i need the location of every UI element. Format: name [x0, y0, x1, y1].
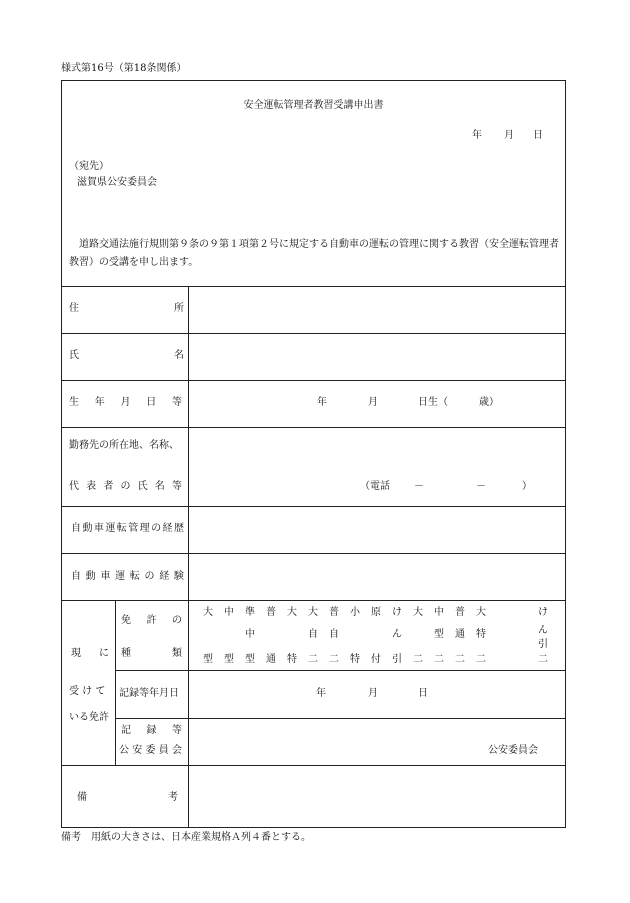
license-type-char: ん — [392, 629, 402, 640]
date-year-label: 年 — [472, 130, 482, 141]
drive-experience-label: 自 動 車 運 転 の 経 験 — [71, 571, 184, 582]
birth-label: 生 年 月 日 等 — [69, 397, 182, 408]
license-type-char: 小 — [350, 607, 360, 618]
workplace-label-line2: 代 表 者 の 氏 名 等 — [69, 481, 182, 492]
record-date-label: 記録等年月日 — [119, 688, 179, 699]
license-type-char: 自 — [329, 629, 339, 640]
current-license-label-line2: 受 け て — [69, 686, 106, 697]
license-type-char: 大 — [413, 607, 423, 618]
license-type-char: 型 — [434, 629, 444, 640]
phone-label: （電話 — [360, 481, 390, 492]
record-year-label: 年 — [316, 688, 326, 699]
birth-year-label: 年 — [317, 397, 327, 408]
license-type-char: 二 — [329, 654, 339, 665]
drive-experience-field[interactable] — [190, 555, 564, 599]
body-text-line2: 教習）の受講を申し出ます。 — [69, 257, 199, 268]
form-number: 様式第16号（第18条関係） — [61, 63, 187, 74]
license-type-char: 大 — [203, 607, 213, 618]
license-type-char: 準 — [245, 607, 255, 618]
addressee: 滋賀県公安委員会 — [77, 177, 157, 188]
phone-dash: － — [476, 481, 486, 492]
license-type-char: 二 — [413, 654, 423, 665]
address-field[interactable] — [190, 288, 564, 332]
license-type-char: 中 — [224, 607, 234, 618]
row-divider — [115, 718, 566, 719]
footer-note: 備考 用紙の大きさは、日本産業規格Ａ列４番とする。 — [61, 832, 311, 843]
license-type-char: ん引 — [538, 625, 548, 650]
mgmt-history-label: 自 動 車 運 転 管 理 の 経 歴 — [71, 523, 184, 534]
row-divider — [61, 380, 566, 381]
phone-close: ） — [522, 481, 532, 492]
record-day-label: 日 — [418, 688, 428, 699]
phone-dash: － — [414, 481, 424, 492]
age-label: 歳） — [479, 397, 499, 408]
column-divider — [188, 286, 189, 827]
license-type-char: 特 — [287, 654, 297, 665]
license-type-char: 普 — [455, 607, 465, 618]
row-divider — [61, 553, 566, 554]
license-type-char: 大 — [308, 607, 318, 618]
remarks-label: 備 考 — [77, 792, 178, 803]
birth-month-label: 月 — [368, 397, 378, 408]
row-divider — [61, 286, 566, 287]
record-month-label: 月 — [368, 688, 378, 699]
license-type-char: け — [392, 607, 402, 618]
license-type-char: 型 — [203, 654, 213, 665]
birth-day-label: 日生（ — [418, 397, 448, 408]
remarks-field[interactable] — [190, 767, 564, 825]
row-divider — [61, 506, 566, 507]
license-type-char: 特 — [476, 629, 486, 640]
row-divider — [61, 765, 566, 766]
license-type-char: 引 — [392, 654, 402, 665]
date-day-label: 日 — [533, 130, 543, 141]
license-type-char: け — [538, 607, 548, 618]
license-type-char: 型 — [224, 654, 234, 665]
license-type-char: 二 — [434, 654, 444, 665]
license-type-char: 二 — [538, 654, 548, 665]
name-field[interactable] — [190, 335, 564, 379]
license-type-char: 特 — [350, 654, 360, 665]
row-divider — [115, 670, 566, 671]
workplace-label-line1: 勤務先の所在地、名称、 — [69, 440, 179, 451]
license-type-label-line2: 種 類 — [121, 648, 182, 659]
name-label: 氏 名 — [69, 350, 184, 361]
license-type-char: 型 — [245, 654, 255, 665]
license-type-char: 自 — [308, 629, 318, 640]
record-commission-label-line1: 記 録 等 — [121, 725, 182, 736]
license-type-char: 付 — [371, 654, 381, 665]
record-commission-value: 公安委員会 — [488, 745, 538, 756]
current-license-label-line3: いる免許 — [69, 712, 109, 723]
current-license-label-line1: 現 に — [71, 648, 109, 659]
license-type-char: 大 — [476, 607, 486, 618]
license-type-char: 中 — [245, 629, 255, 640]
license-type-char: 普 — [329, 607, 339, 618]
row-divider — [61, 600, 566, 601]
addressee-label: （宛先） — [69, 161, 109, 172]
column-divider — [115, 600, 116, 765]
date-month-label: 月 — [504, 130, 514, 141]
application-form — [61, 80, 566, 828]
mgmt-history-field[interactable] — [190, 508, 564, 552]
body-text-line1: 道路交通法施行規則第９条の９第１項第２号に規定する自動車の運転の管理に関する教習（安全運転管理者 — [79, 239, 559, 250]
license-type-char: 二 — [455, 654, 465, 665]
license-type-label-line1: 免 許 の — [121, 615, 182, 626]
address-label: 住 所 — [69, 303, 184, 314]
license-type-char: 二 — [308, 654, 318, 665]
license-type-char: 普 — [266, 607, 276, 618]
license-type-char: 通 — [455, 629, 465, 640]
license-type-char: 大 — [287, 607, 297, 618]
license-type-char: 中 — [434, 607, 444, 618]
form-title: 安全運転管理者教習受講申出書 — [243, 100, 384, 111]
license-type-char: 通 — [266, 654, 276, 665]
license-type-char: 二 — [476, 654, 486, 665]
row-divider — [61, 333, 566, 334]
license-type-char: 原 — [371, 607, 381, 618]
record-commission-label-line2: 公 安 委 員 会 — [119, 745, 182, 756]
row-divider — [61, 427, 566, 428]
